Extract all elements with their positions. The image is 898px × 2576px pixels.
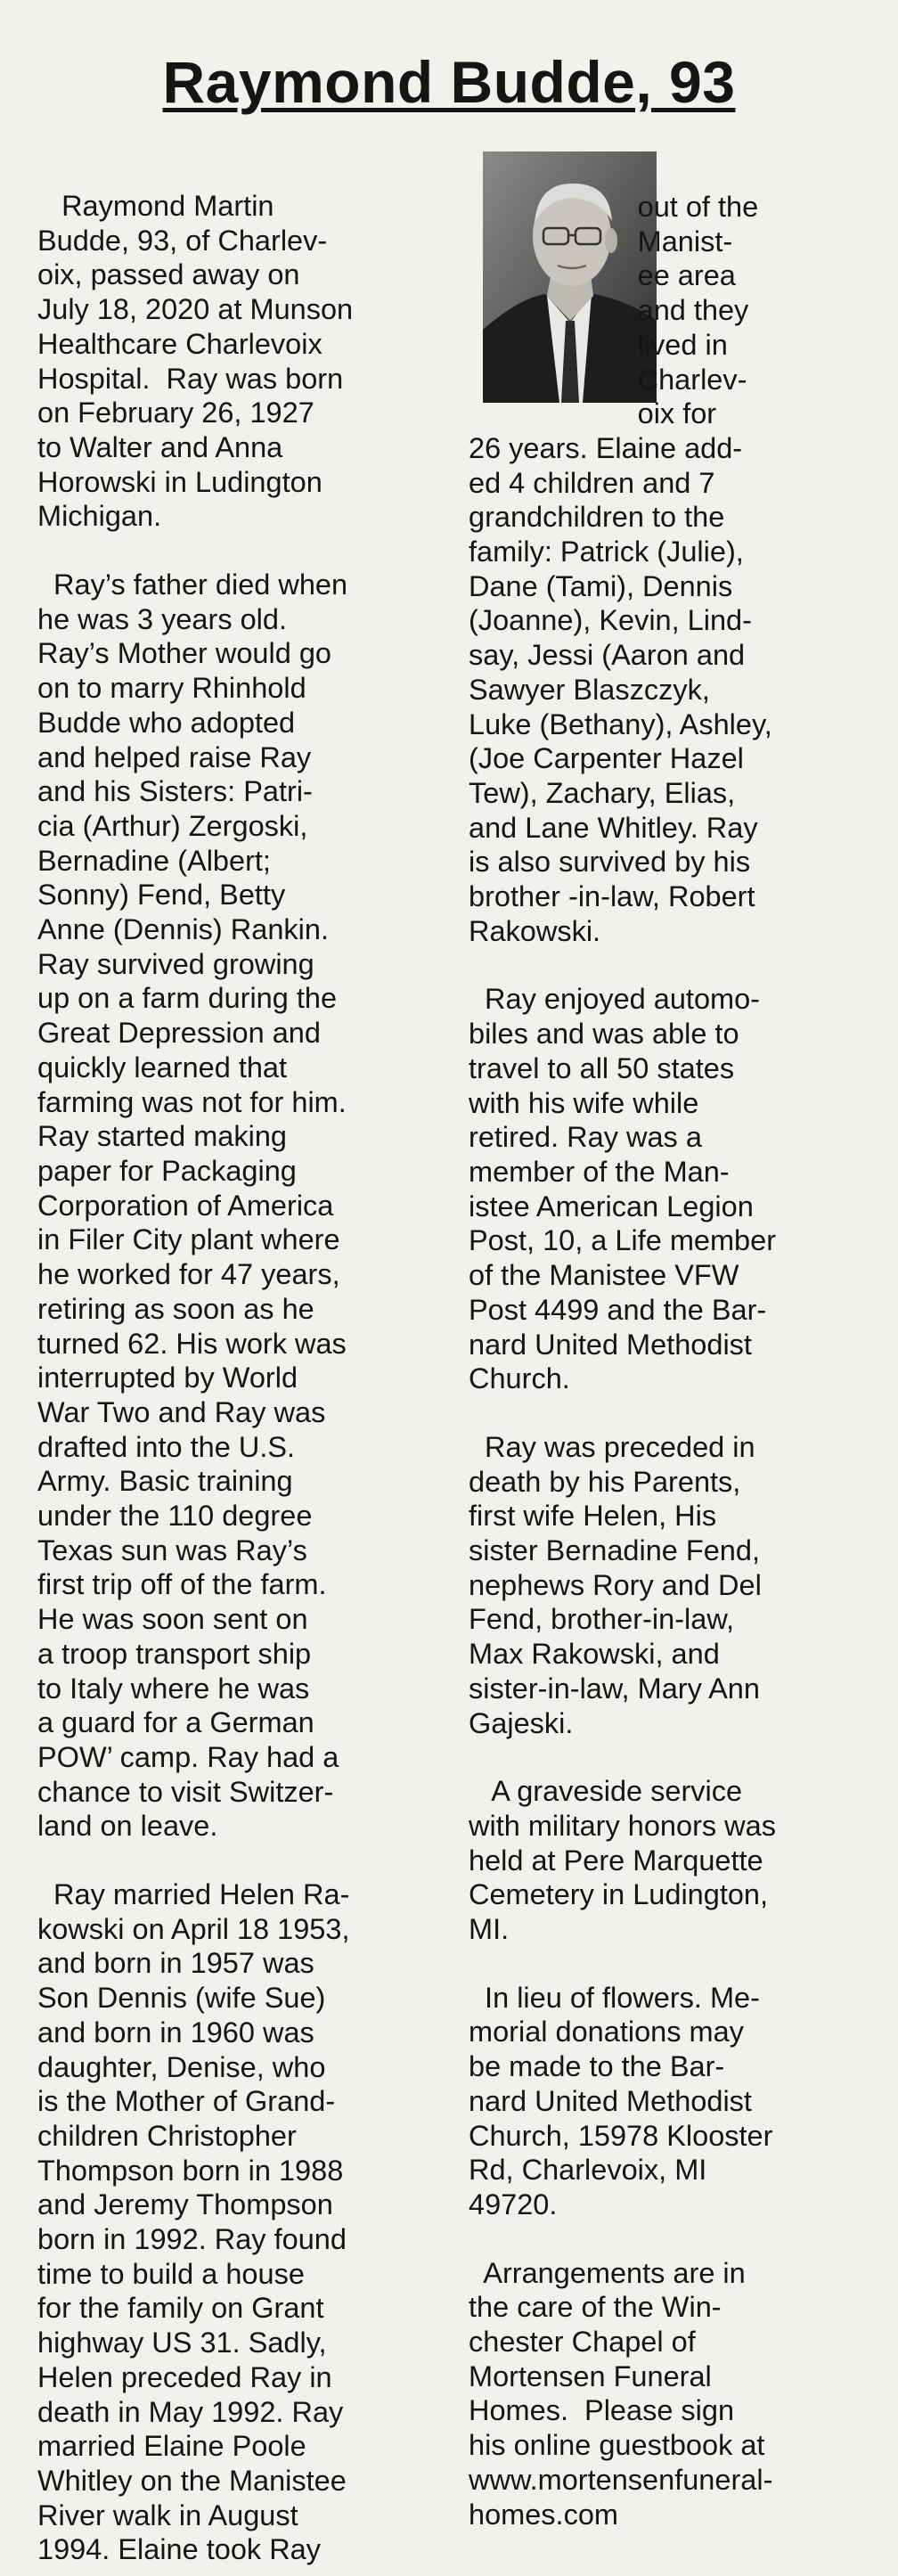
text-line: ed 4 children and 7 [469, 466, 715, 499]
text-line: Whitley on the Manistee [37, 2465, 347, 2497]
text-line: and helped raise Ray [37, 740, 312, 773]
text-line: to Italy where he was [37, 1672, 310, 1705]
text-line: Corporation of America [37, 1189, 334, 1222]
text-line: drafted into the U.S. [37, 1430, 296, 1463]
text-line: Hospital. Ray was born [37, 362, 344, 395]
text-line: istee American Legion [469, 1190, 754, 1223]
text-line: Army. Basic training [37, 1465, 293, 1498]
text-line: sister Bernadine Fend, [469, 1534, 760, 1567]
text-line: with military honors was [469, 1809, 776, 1842]
text-line: Healthcare Charlevoix [37, 327, 322, 360]
text-line: first trip off of the farm. [37, 1568, 327, 1601]
text-line: sister-in-law, Mary Ann [469, 1672, 760, 1705]
text-line: In lieu of flowers. Me- [469, 1981, 760, 2014]
text-line: retired. Ray was a [469, 1121, 702, 1154]
text-line: up on a farm during the [37, 982, 338, 1015]
text-line: Cemetery in Ludington, [469, 1878, 769, 1911]
text-line: Post, 10, a Life member [469, 1224, 777, 1257]
text-line: oix for [469, 397, 717, 430]
text-line: out of the [469, 191, 759, 223]
text-line: Luke (Bethany), Ashley, [469, 707, 772, 740]
text-line: (Joe Carpenter Hazel [469, 742, 744, 775]
text-line: Raymond Martin [37, 190, 274, 222]
text-line: of the Manistee VFW [469, 1259, 739, 1292]
text-line: farming was not for him. [37, 1085, 347, 1118]
text-line: Son Dennis (wife Sue) [37, 1982, 326, 2015]
text-line: ee area [469, 259, 736, 292]
text-line: highway US 31. Sadly, [37, 2327, 327, 2359]
text-line: and they [469, 294, 749, 327]
text-line: Homes. Please sign [469, 2394, 735, 2427]
text-line: and born in 1957 was [37, 1947, 314, 1980]
text-line: Post 4499 and the Bar- [469, 1293, 767, 1326]
text-line: Rakowski. [469, 914, 601, 947]
text-line: Ray married Helen Ra- [37, 1878, 350, 1911]
text-line: family: Patrick (Julie), [469, 536, 744, 568]
text-line: oix, passed away on [37, 258, 300, 291]
text-line: chance to visit Switzer- [37, 1775, 334, 1808]
text-line: Great Depression and [37, 1017, 321, 1050]
text-line: morial donations may [469, 2016, 744, 2049]
text-line: for the family on Grant [37, 2292, 324, 2325]
text-line: death in May 1992. Ray [37, 2395, 344, 2428]
text-line: Thompson born in 1988 [37, 2154, 344, 2187]
obituary-right-column [469, 190, 869, 2531]
text-line: Max Rakowski, and [469, 1638, 720, 1671]
text-line: 26 years. Elaine add- [469, 431, 743, 464]
text-line: July 18, 2020 at Munson [37, 293, 354, 326]
text-line: is the Mother of Grand- [37, 2085, 336, 2118]
text-line: Ray’s father died when [37, 568, 348, 601]
text-line: cia (Arthur) Zergoski, [37, 809, 308, 842]
text-line: homes.com [469, 2498, 618, 2531]
text-line: Charlev- [469, 363, 747, 396]
text-line: time to build a house [37, 2257, 305, 2290]
text-line: Manist- [469, 225, 733, 258]
text-line: A graveside service [469, 1775, 743, 1808]
text-line: Dane (Tami), Dennis [469, 569, 733, 602]
text-line: he was 3 years old. [37, 602, 288, 635]
text-line: married Elaine Poole [37, 2430, 306, 2463]
text-line: be made to the Bar- [469, 2050, 725, 2083]
text-line: Arrangements are in [469, 2256, 746, 2289]
text-line: POW’ camp. Ray had a [37, 1740, 339, 1773]
text-line: children Christopher [37, 2119, 297, 2152]
text-line: Anne (Dennis) Rankin. [37, 913, 329, 946]
text-line: paper for Packaging [37, 1154, 297, 1187]
text-line: on February 26, 1927 [37, 397, 314, 429]
text-line: www.mortensenfuneral- [469, 2463, 773, 2496]
text-line: and Jeremy Thompson [37, 2188, 333, 2221]
text-line: in Filer City plant where [37, 1223, 340, 1256]
text-line: Ray enjoyed automo- [469, 983, 760, 1016]
text-line: death by his Parents, [469, 1465, 741, 1498]
obituary-headline: Raymond Budde, 93 [162, 49, 736, 115]
text-line: 1994. Elaine took Ray [37, 2533, 321, 2566]
text-line: his online guestbook at [469, 2429, 765, 2462]
text-line: he worked for 47 years, [37, 1258, 340, 1291]
text-line: River walk in August [37, 2498, 298, 2531]
text-line: nephews Rory and Del [469, 1568, 762, 1601]
text-line: quickly learned that [37, 1051, 288, 1084]
text-line: a guard for a German [37, 1706, 314, 1739]
text-line: Fend, brother-in-law, [469, 1603, 735, 1636]
text-line: Church, 15978 Klooster [469, 2119, 773, 2152]
text-line: nard United Methodist [469, 1328, 752, 1361]
text-line: first wife Helen, His [469, 1500, 717, 1533]
text-line: MI. [469, 1913, 510, 1946]
text-line: Tew), Zachary, Elias, [469, 776, 736, 809]
text-line: under the 110 degree [37, 1500, 313, 1533]
text-line: nard United Methodist [469, 2084, 752, 2117]
text-line: Ray’s Mother would go [37, 637, 331, 670]
text-line: a troop transport ship [37, 1637, 312, 1670]
text-line: is also survived by his [469, 846, 751, 879]
text-line: biles and was able to [469, 1018, 739, 1051]
text-line: Ray started making [37, 1120, 287, 1153]
text-line: Budde, 93, of Charlev- [37, 224, 328, 257]
text-line: grandchildren to the [469, 501, 725, 534]
text-line: member of the Man- [469, 1155, 730, 1188]
text-line: Ray survived growing [37, 947, 314, 980]
text-line: 49720. [469, 2188, 558, 2220]
text-line: Ray was preceded in [469, 1430, 755, 1463]
text-line: Budde who adopted [37, 706, 296, 739]
text-line: born in 1992. Ray found [37, 2223, 347, 2256]
text-line: He was soon sent on [37, 1603, 308, 1636]
obituary-left-column [37, 189, 429, 2567]
text-line: say, Jessi (Aaron and [469, 639, 746, 672]
text-line: travel to all 50 states [469, 1051, 735, 1084]
text-line: lived in [469, 328, 728, 361]
text-line: Bernadine (Albert; [37, 844, 271, 877]
text-line: the care of the Win- [469, 2291, 722, 2324]
text-line: Sonny) Fend, Betty [37, 879, 286, 912]
text-line: turned 62. His work was [37, 1327, 347, 1360]
text-line: daughter, Denise, who [37, 2050, 326, 2083]
text-line: kowski on April 18 1953, [37, 1912, 350, 1945]
text-line: and Lane Whitley. Ray [469, 811, 758, 844]
text-line: on to marry Rhinhold [37, 672, 306, 705]
text-line: with his wife while [469, 1086, 699, 1119]
text-line: and his Sisters: Patri- [37, 775, 313, 808]
text-line: and born in 1960 was [37, 2016, 314, 2049]
text-line: interrupted by World [37, 1362, 298, 1394]
text-line: Horowski in Ludington [37, 465, 322, 498]
text-line: to Walter and Anna [37, 430, 283, 463]
text-line: (Joanne), Kevin, Lind- [469, 604, 752, 637]
text-line: War Two and Ray was [37, 1395, 326, 1428]
text-line: Helen preceded Ray in [37, 2360, 332, 2393]
text-line: brother -in-law, Robert [469, 880, 755, 913]
text-line: chester Chapel of [469, 2326, 696, 2359]
text-line: Michigan. [37, 500, 162, 533]
text-line: Church. [469, 1362, 570, 1395]
text-line: retiring as soon as he [37, 1292, 314, 1325]
text-line: Sawyer Blaszczyk, [469, 673, 710, 706]
text-line: Texas sun was Ray’s [37, 1533, 307, 1566]
text-line: Mortensen Funeral [469, 2359, 712, 2392]
text-line: land on leave. [37, 1810, 218, 1843]
text-line: held at Pere Marquette [469, 1844, 763, 1877]
text-line: Rd, Charlevoix, MI [469, 2154, 707, 2187]
text-line: Gajeski. [469, 1706, 574, 1739]
